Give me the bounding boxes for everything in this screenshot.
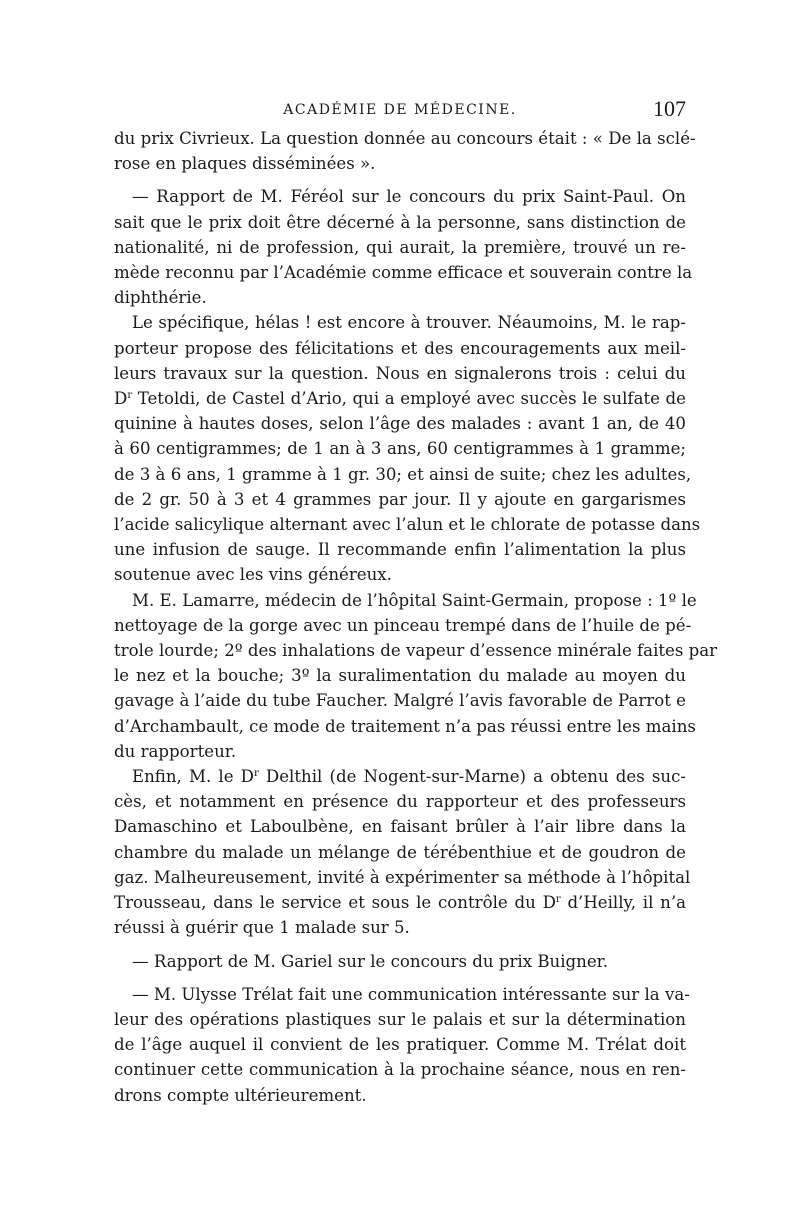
text-line: $D^r$ Tetoldi, de Castel d’Ario, qui a employé avec succès le sulfate de — [114, 389, 686, 409]
text-line: diphthérie. — [114, 288, 207, 308]
text-line: continuer cette communication à la prochaine séance, nous en ren- — [114, 1060, 686, 1080]
text-line: à 60 centigrammes; de 1 an à 3 ans, 60 centigrammes à 1 gramme; — [114, 439, 686, 459]
text-line: Enfin, M. le $D^r$ Delthil (de Nogent-sur-Marne) a obtenu des suc- — [132, 767, 686, 787]
text-line: d’Archambault, ce mode de traitement n’a pas réussi entre les mains — [114, 716, 696, 736]
text-line: Damaschino et Laboulbène, en faisant brûler à l’air libre dans la — [114, 817, 686, 837]
text-line: — Rapport de M. Gariel sur le concours du prix Buigner. — [132, 951, 609, 971]
text-line: — Rapport de M. Féréol sur le concours du prix Saint-Paul. On — [132, 187, 686, 207]
abbr-dr: $D^r$ — [240, 767, 259, 787]
text-line: trole lourde; 2º des inhalations de vapeur d’essence minérale faites par — [114, 641, 718, 661]
text-line: gaz. Malheureusement, invité à expérimenter sa méthode à l’hôpital — [114, 867, 691, 887]
text-line: sait que le prix doit être décerné à la personne, sans distinction de — [114, 212, 686, 232]
text-line: Le spécifique, hélas ! est encore à trouver. Néaumoins, M. le rap- — [132, 313, 686, 333]
text-line: — M. Ulysse Trélat fait une communication intéressante sur la va- — [132, 984, 690, 1004]
text-line: drons compte ultérieurement. — [114, 1085, 367, 1105]
abbr-dr: $D^r$ — [114, 389, 133, 409]
text-line: M. E. Lamarre, médecin de l’hôpital Saint-Germain, propose : 1º le — [132, 590, 697, 610]
page-number: 107 — [653, 96, 686, 121]
text-line: de 2 gr. 50 à 3 et 4 grammes par jour. Il y ajoute en gargarismes — [114, 489, 686, 509]
text-line: gavage à l’aide du tube Faucher. Malgré l’avis favorable de Parrot e — [114, 691, 686, 711]
text-line: l’acide salicylique alternant avec l’alun et le chlorate de potasse dans — [114, 515, 701, 535]
header-title: ACADÉMIE DE MÉDECINE. — [283, 102, 517, 118]
text-line: soutenue avec les vins généreux. — [114, 565, 392, 585]
text-line: mède reconnu par l’Académie comme efficace et souverain contre la — [114, 263, 693, 283]
text-line: porteur propose des félicitations et des encouragements aux meil- — [114, 338, 686, 358]
text-line: de l’âge auquel il convient de les pratiquer. Comme M. Trélat doit — [114, 1035, 686, 1055]
text-line: du rapporteur. — [114, 741, 237, 761]
text-line: leurs travaux sur la question. Nous en signalerons trois : celui du — [114, 363, 686, 383]
text-line: cès, et notamment en présence du rapporteur et des professeurs — [114, 792, 686, 812]
text-line: chambre du malade un mélange de térébenthiue et de goudron de — [114, 842, 686, 862]
text-line: Trousseau, dans le service et sous le contrôle du $D^r$ d’Heilly, il n’a — [114, 893, 687, 913]
running-header — [114, 96, 686, 126]
body-text — [114, 126, 718, 1108]
text-line: rose en plaques disséminées ». — [114, 154, 376, 174]
text-line: le nez et la bouche; 3º la suralimentation du malade au moyen du — [114, 666, 686, 686]
text-line: quinine à hautes doses, selon l’âge des malades : avant 1 an, de 40 — [114, 414, 686, 434]
text-line: nationalité, ni de profession, qui aurait, la première, trouvé un re- — [114, 237, 686, 257]
text-line: nettoyage de la gorge avec un pinceau trempé dans de l’huile de pé- — [114, 615, 692, 635]
text-line: réussi à guérir que 1 malade sur 5. — [114, 918, 410, 938]
abbr-dr: $D^r$ — [542, 893, 561, 913]
text-line: leur des opérations plastiques sur le palais et sur la détermination — [114, 1009, 686, 1029]
text-line: de 3 à 6 ans, 1 gramme à 1 gr. 30; et ainsi de suite; chez les adultes, — [114, 464, 692, 484]
text-line: du prix Civrieux. La question donnée au concours était : « De la sclé- — [114, 129, 696, 148]
text-line: une infusion de sauge. Il recommande enfin l’alimentation la plus — [114, 540, 686, 560]
